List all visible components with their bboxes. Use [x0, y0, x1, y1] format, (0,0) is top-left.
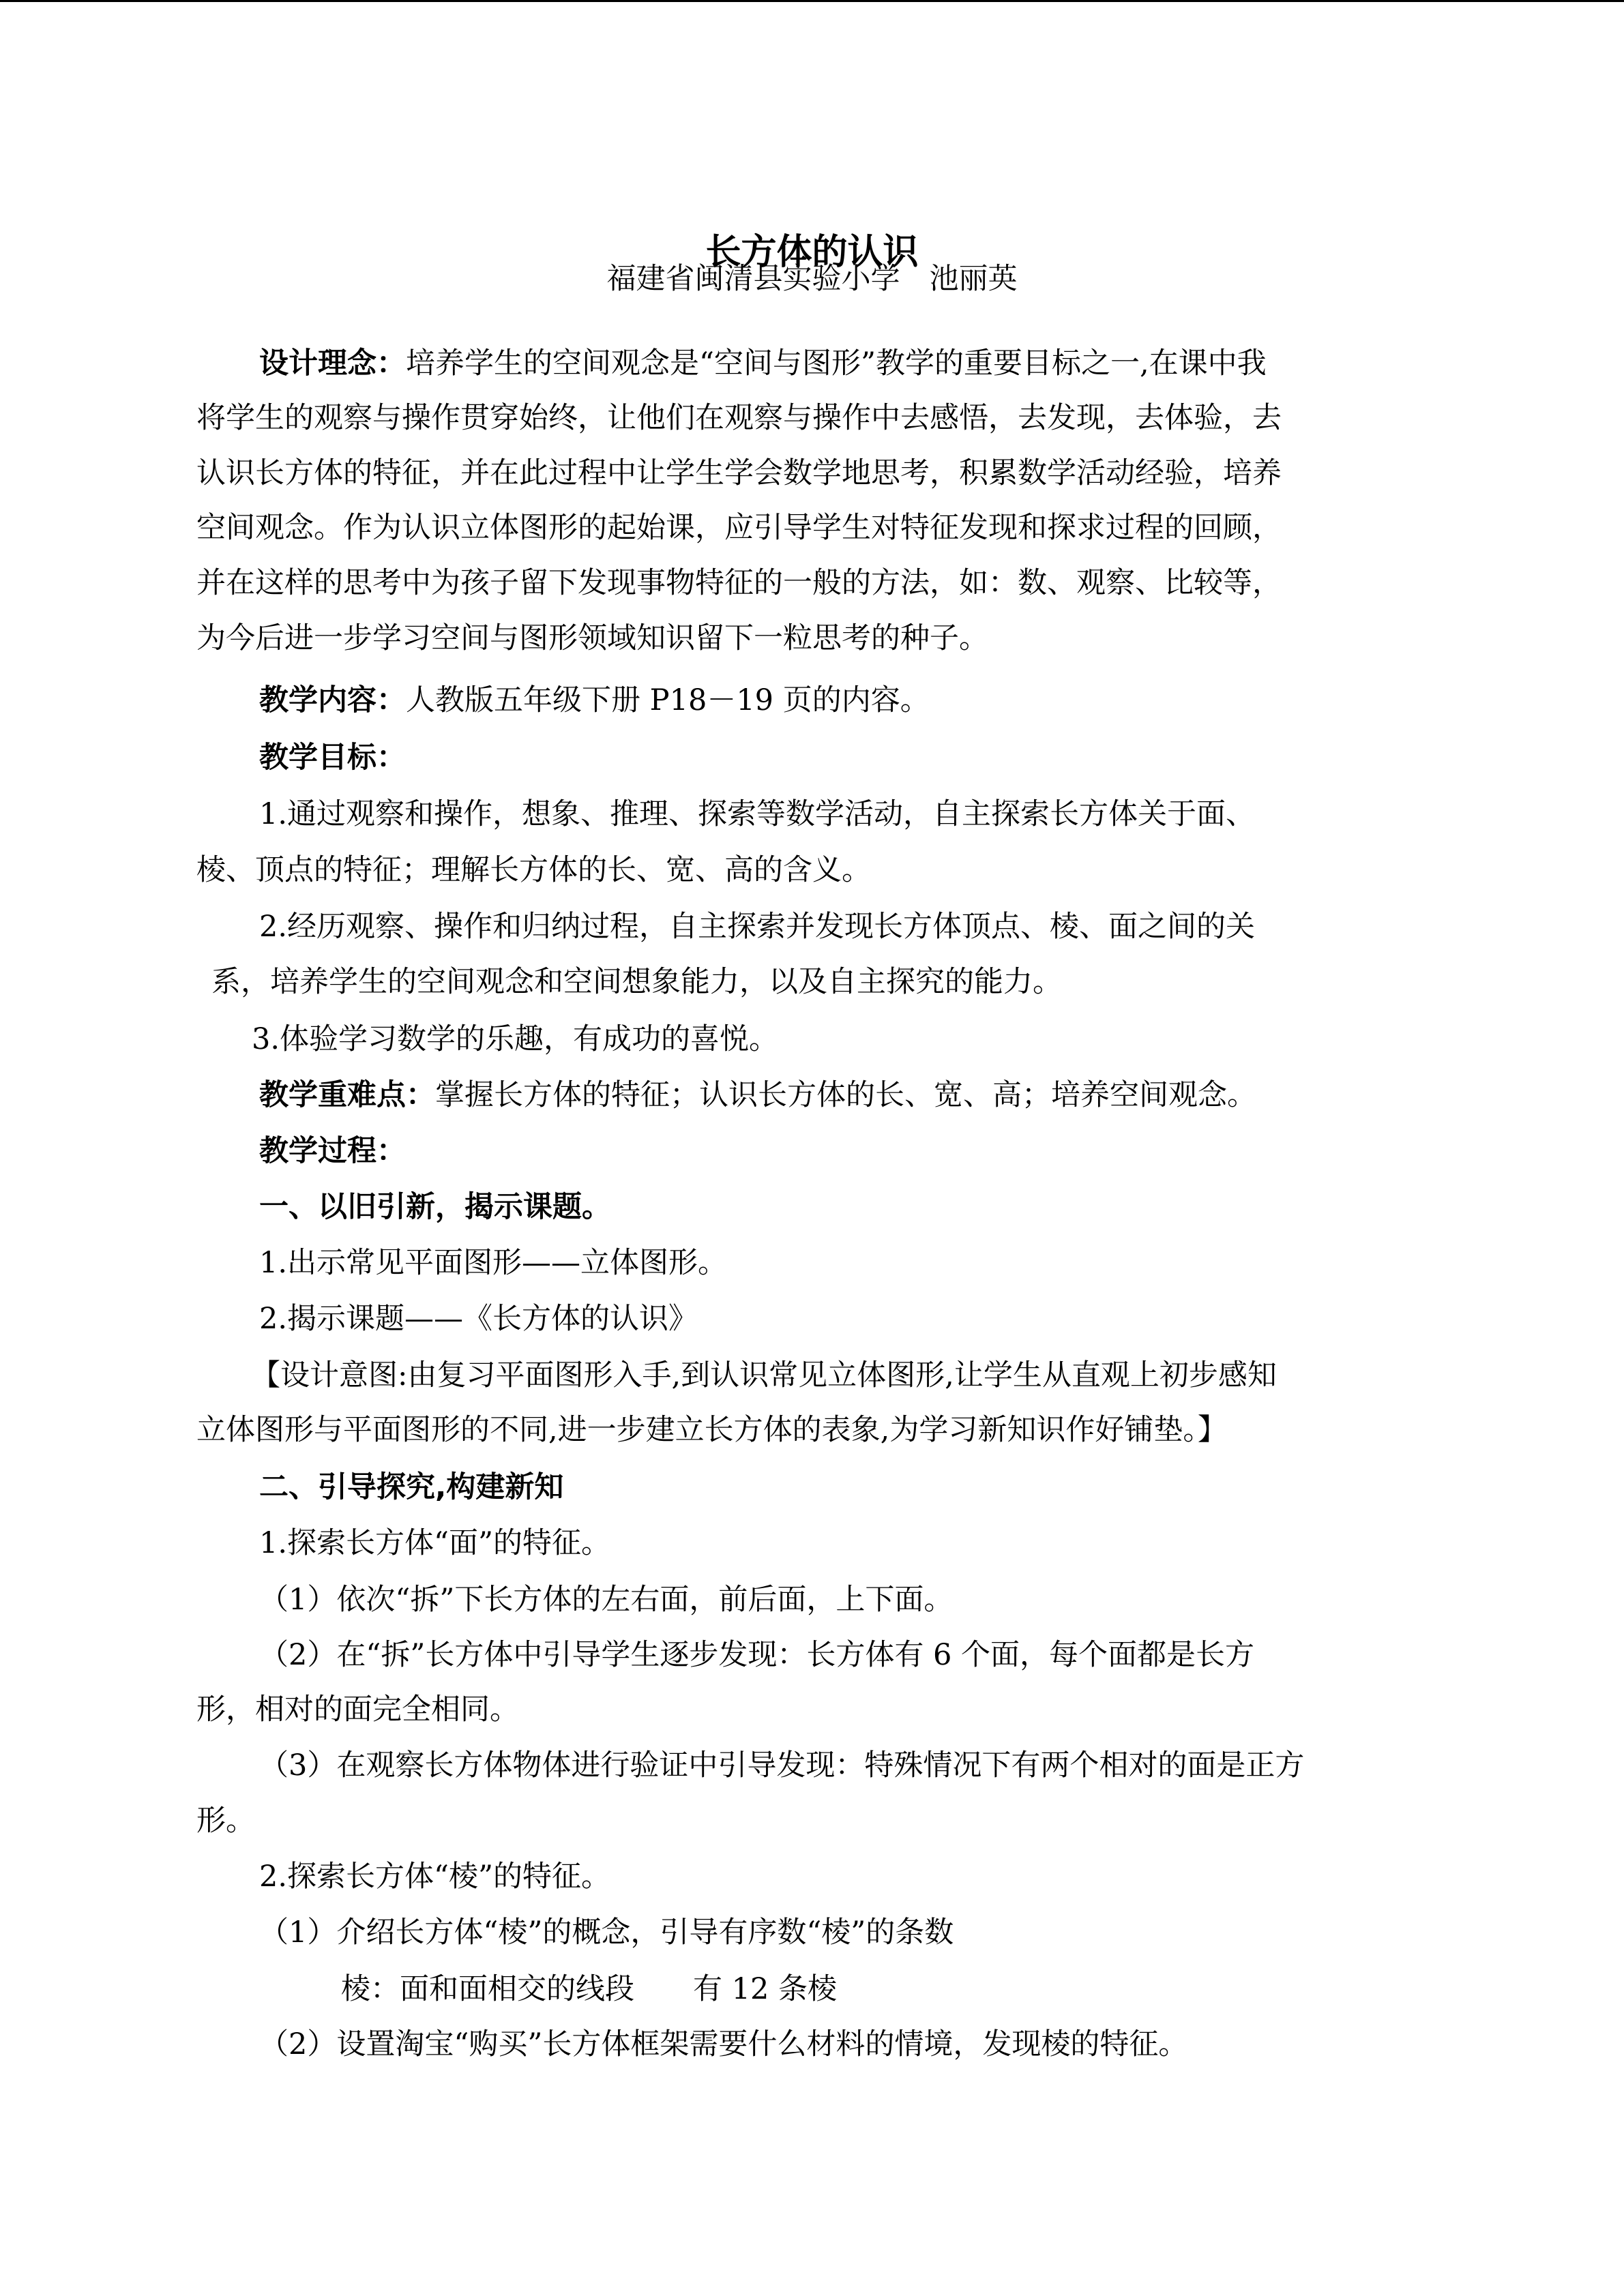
design-concept-line-6: 为今后进一步学习空间与图形领域知识留下一粒思考的种子。	[196, 621, 988, 655]
face-step-3-line-1: （3）在观察长方体物体进行验证中引导发现：特殊情况下有两个相对的面是正方	[259, 1748, 1305, 1783]
teaching-content	[259, 680, 930, 721]
page-top-border	[0, 0, 1624, 2]
design-concept-line-4: 空间观念。作为认识立体图形的起始课，应引导学生对特征发现和探求过程的回顾，	[196, 511, 1282, 545]
face-step-3-line-2: 形。	[196, 1804, 255, 1838]
teaching-content-label: 教学内容：	[259, 683, 406, 717]
section-2-heading: 二、引导探究,构建新知	[259, 1470, 564, 1504]
face-feature-title: 1.探索长方体“面”的特征。	[259, 1526, 610, 1560]
document-title: 长方体的认识	[705, 231, 919, 273]
face-step-1: （1）依次“拆”下长方体的左右面，前后面，上下面。	[259, 1583, 954, 1617]
section-1-item-2: 2.揭示课题——《长方体的认识》	[259, 1302, 698, 1336]
teaching-goals-label: 教学目标：	[259, 741, 406, 775]
face-step-2-line-1: （2）在“拆”长方体中引导学生逐步发现：长方体有 6 个面，每个面都是长方	[259, 1638, 1255, 1672]
edge-definition: 棱：面和面相交的线段 有 12 条棱	[341, 1972, 838, 2006]
face-step-2-line-2: 形，相对的面完全相同。	[196, 1693, 519, 1727]
goal-1-line-2: 棱、顶点的特征；理解长方体的长、宽、高的含义。	[196, 853, 871, 887]
design-intent-line-1: 【设计意图:由复习平面图形入手,到认识常见立体图形,让学生从直观上初步感知	[251, 1358, 1277, 1392]
goal-1-line-1: 1.通过观察和操作，想象、推理、探索等数学活动，自主探索长方体关于面、	[259, 797, 1256, 831]
design-concept-line-2: 将学生的观察与操作贯穿始终，让他们在观察与操作中去感悟，去发现，去体验，去	[196, 401, 1282, 435]
author-line: 福建省闽清县实验小学 池丽英	[606, 262, 1018, 296]
edge-step-1: （1）介绍长方体“棱”的概念，引导有序数“棱”的条数	[259, 1915, 954, 1950]
goal-2-line-1: 2.经历观察、操作和归纳过程，自主探索并发现长方体顶点、棱、面之间的关	[259, 910, 1256, 944]
design-concept-line-5: 并在这样的思考中为孩子留下发现事物特征的一般的方法，如：数、观察、比较等，	[196, 566, 1282, 600]
section-1-heading: 一、以旧引新，揭示课题。	[259, 1190, 611, 1224]
design-concept-text: 培养学生的空间观念是“空间与图形”教学的重要目标之一,在课中我	[406, 346, 1267, 381]
goal-3: 3.体验学习数学的乐趣，有成功的喜悦。	[252, 1022, 779, 1056]
edge-feature-title: 2.探索长方体“棱”的特征。	[259, 1860, 610, 1894]
key-points-text: 掌握长方体的特征；认识长方体的长、宽、高；培养空间观念。	[435, 1078, 1256, 1112]
teaching-content-text: 人教版五年级下册 P18－19 页的内容。	[406, 683, 930, 717]
key-points	[259, 1075, 1256, 1116]
key-points-label: 教学重难点：	[259, 1078, 435, 1112]
design-concept-label: 设计理念：	[259, 346, 406, 381]
goal-2-line-2: 系，培养学生的空间观念和空间想象能力，以及自主探究的能力。	[211, 965, 1062, 999]
edge-step-2: （2）设置淘宝“购买”长方体框架需要什么材料的情境，发现棱的特征。	[259, 2027, 1188, 2061]
process-label: 教学过程：	[259, 1134, 406, 1168]
design-concept-line-1	[259, 343, 1267, 384]
design-concept-line-3: 认识长方体的特征，并在此过程中让学生学会数学地思考，积累数学活动经验，培养	[196, 456, 1282, 490]
design-intent-line-2: 立体图形与平面图形的不同,进一步建立长方体的表象,为学习新知识作好铺垫。】	[196, 1413, 1227, 1447]
section-1-item-1: 1.出示常见平面图形——立体图形。	[259, 1246, 728, 1280]
